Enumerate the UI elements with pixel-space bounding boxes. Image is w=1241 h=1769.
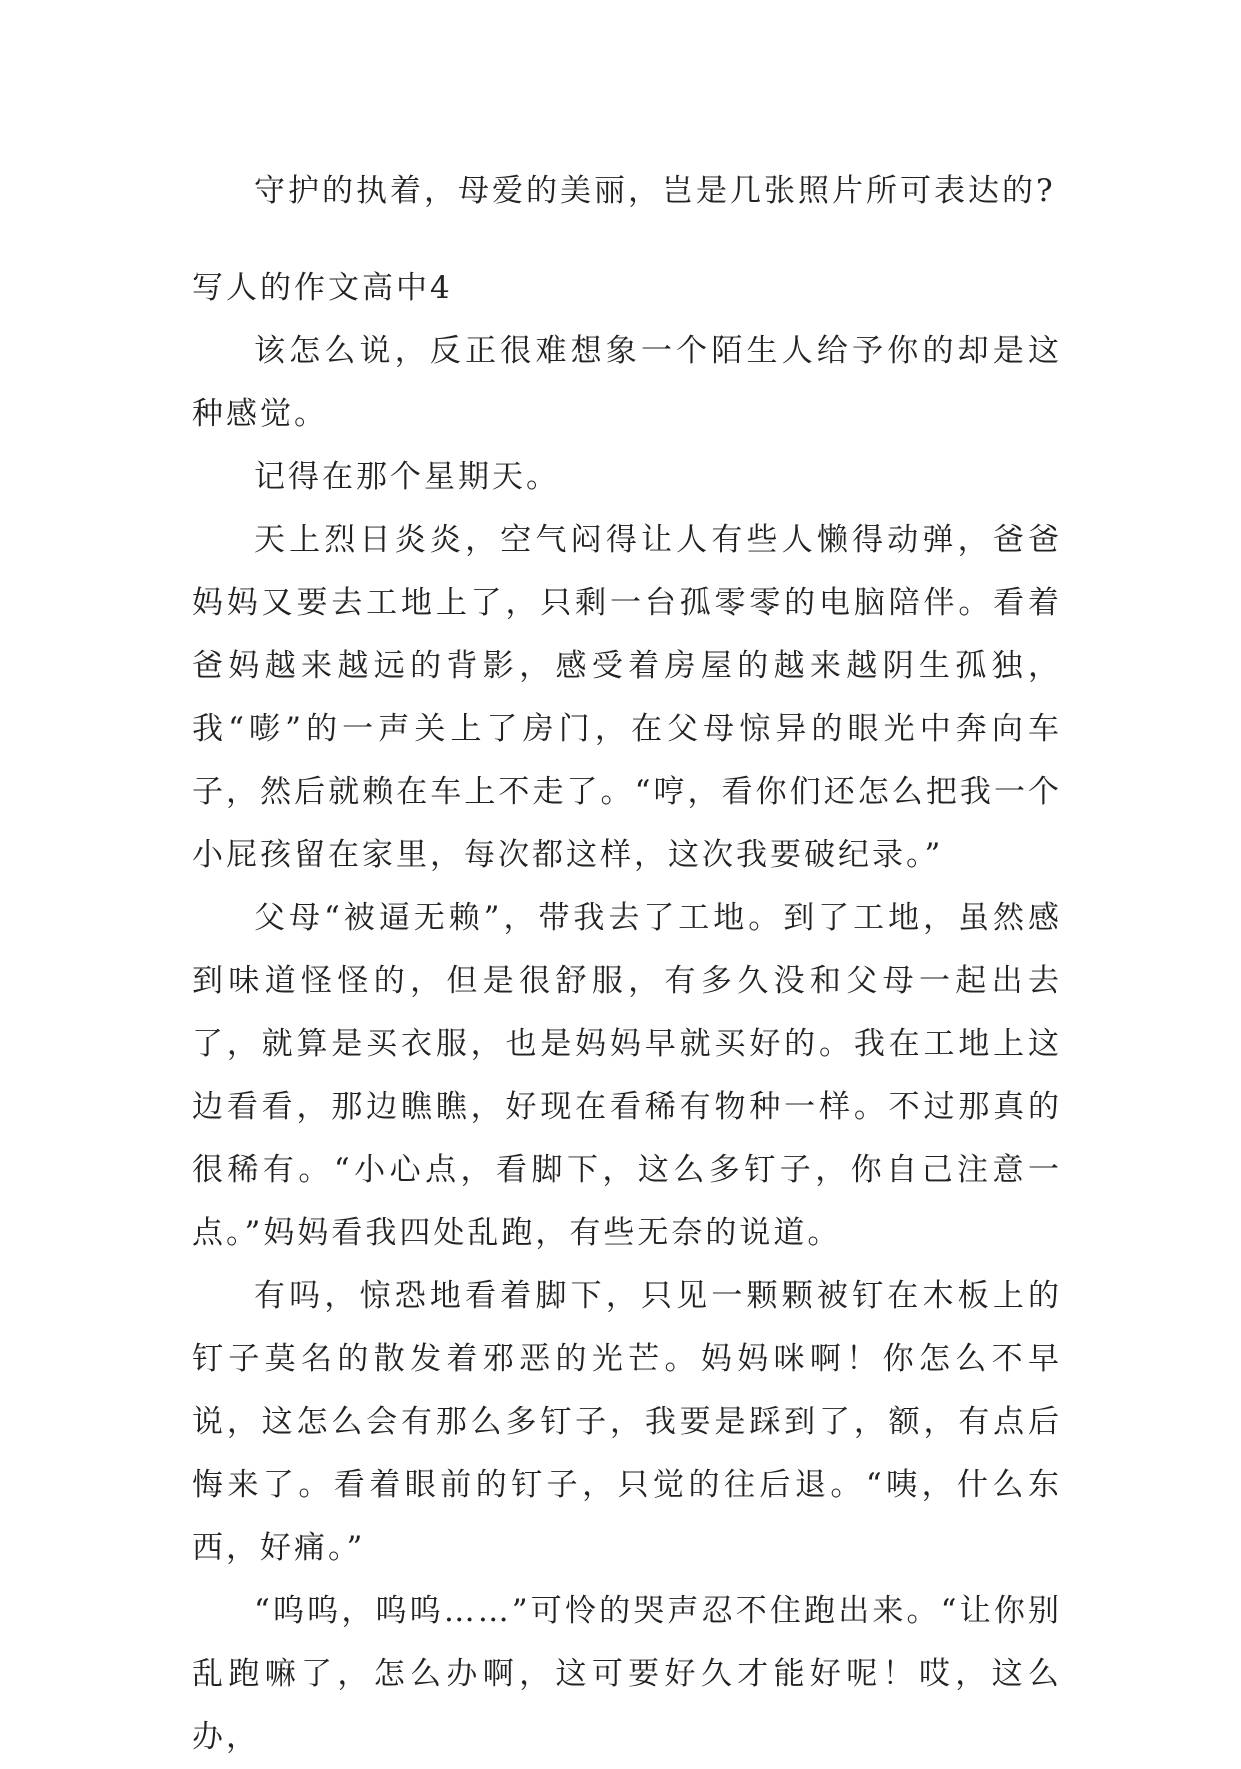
body-paragraph-5: 有吗，惊恐地看着脚下，只见一颗颗被钉在木板上的钉子莫名的散发着邪恶的光芒。妈妈咪啊！你怎么不早说，这怎么会有那么多钉子，我要是踩到了，额，有点后悔来了。看着眼前的钉子，只觉的往后退。“咦，什么东西，好痛。” — [192, 1278, 1062, 1566]
closing-paragraph: 守护的执着，母爱的美丽，岂是几张照片所可表达的? — [254, 173, 1056, 209]
body-paragraph-3: 天上烈日炎炎，空气闷得让人有些人懒得动弹，爸爸妈妈又要去工地上了，只剩一台孤零零的电脑陪伴。看着爸妈越来越远的背影，感受着房屋的越来越阴生孤独，我“嘭”的一声关上了房门，在父母惊异的眼光中奔向车子，然后就赖在车上不走了。“哼，看你们还怎么把我一个小屁孩留在家里，每次都这样，这次我要破纪录。” — [192, 522, 1062, 873]
body-paragraph-6: “呜呜，呜呜……”可怜的哭声忍不住跑出来。“让你别乱跑嘛了，怎么办啊，这可要好久才能好呢！哎，这么办， — [192, 1593, 1062, 1755]
section-heading: 写人的作文高中4 — [192, 270, 453, 306]
body-paragraph-1: 该怎么说，反正很难想象一个陌生人给予你的却是这种感觉。 — [192, 333, 1062, 432]
body-paragraph-4: 父母“被逼无赖”，带我去了工地。到了工地，虽然感到味道怪怪的，但是很舒服，有多久没和父母一起出去了，就算是买衣服，也是妈妈早就买好的。我在工地上这边看看，那边瞧瞧，好现在看稀有物种一样。不过那真的很稀有。“小心点，看脚下，这么多钉子，你自己注意一点。”妈妈看我四处乱跑，有些无奈的说道。 — [192, 900, 1062, 1251]
document-body — [192, 160, 1062, 1769]
body-paragraph-2: 记得在那个星期天。 — [254, 459, 560, 495]
